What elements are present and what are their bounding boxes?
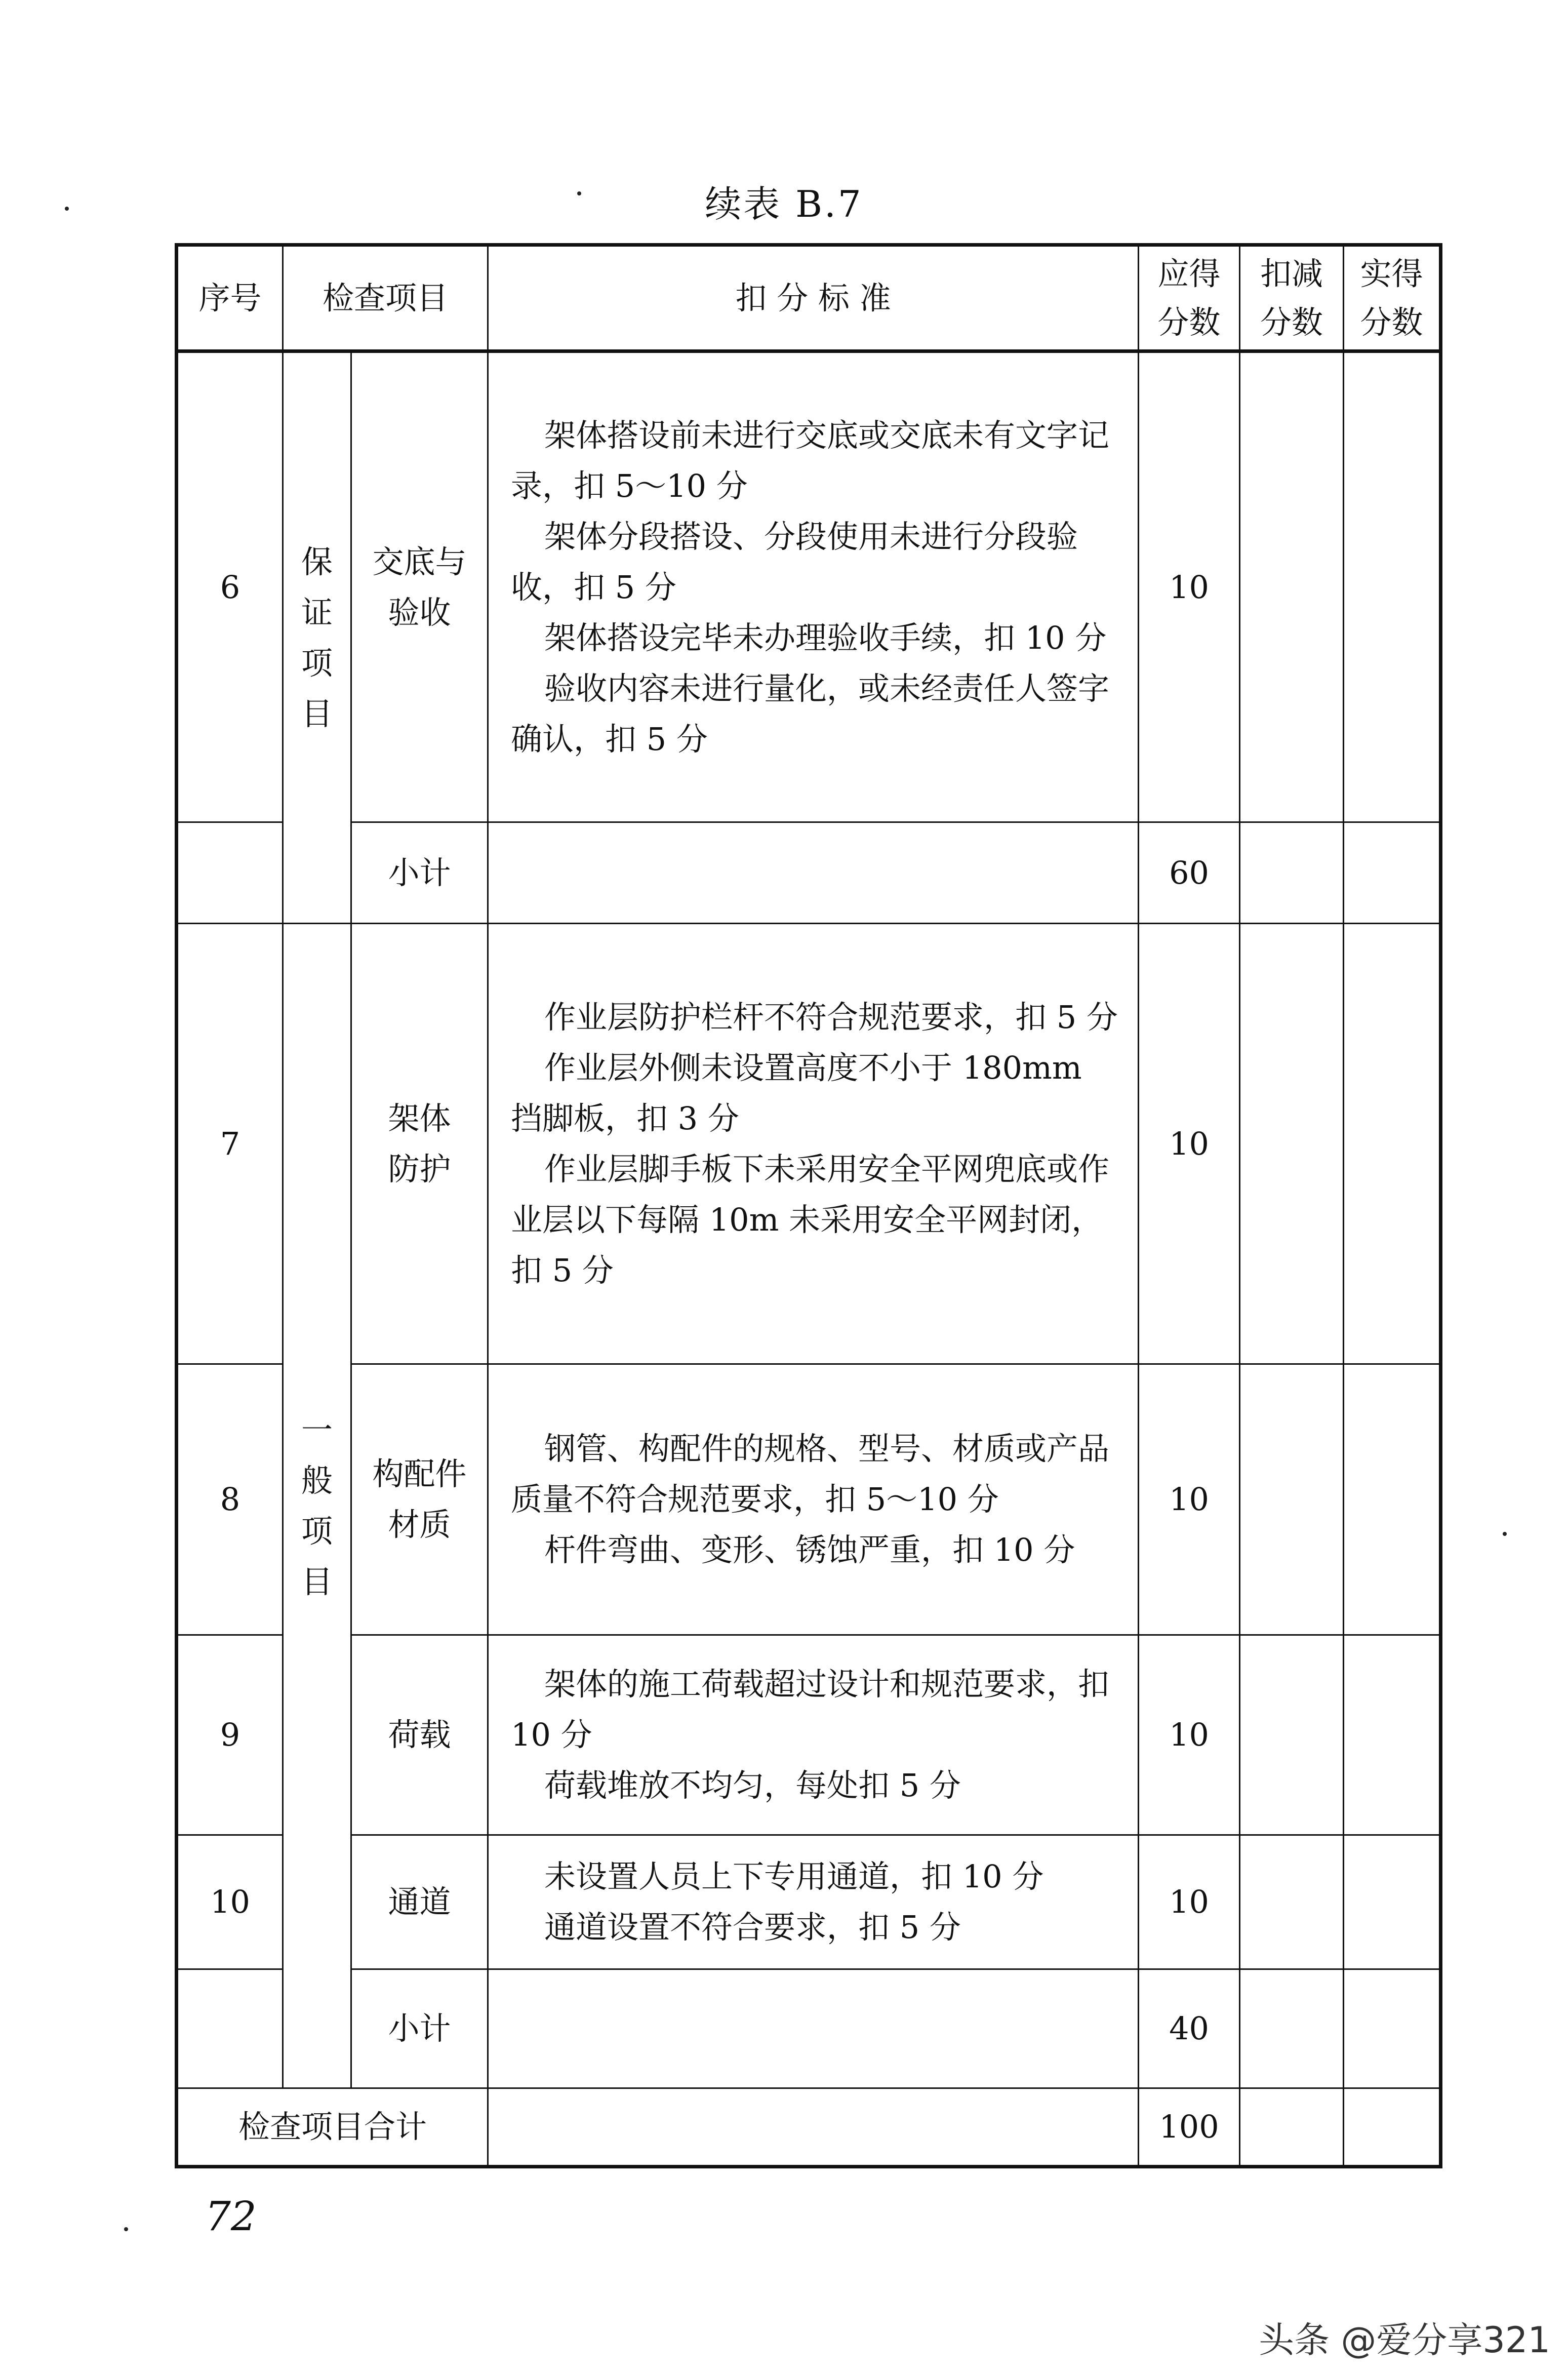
- due-score-cell: 10: [1139, 1635, 1240, 1835]
- seq-cell: 6: [177, 351, 283, 822]
- seq-cell: 8: [177, 1364, 283, 1635]
- standard-cell: [488, 1969, 1139, 2088]
- scan-speck: [577, 191, 581, 195]
- actual-score-cell[interactable]: [1344, 822, 1441, 924]
- deducted-score-cell[interactable]: [1240, 1969, 1344, 2088]
- total-actual-score[interactable]: [1344, 2088, 1441, 2167]
- header-due-score: 应得 分数: [1139, 245, 1240, 351]
- scan-speck: [1503, 1532, 1507, 1536]
- page-number: 72: [205, 2193, 257, 2240]
- table-row: [177, 1635, 1441, 1835]
- deducted-score-cell[interactable]: [1240, 1364, 1344, 1635]
- seq-cell: [177, 1969, 283, 2088]
- watermark: 头条 @爱分享321: [1259, 2319, 1550, 2361]
- item-cell: 荷载: [351, 1635, 488, 1835]
- table-row: [177, 1835, 1441, 1969]
- header-actual-score: 实得 分数: [1344, 245, 1441, 351]
- actual-score-cell[interactable]: [1344, 1635, 1441, 1835]
- due-score-cell: 60: [1139, 822, 1240, 924]
- table-row: [177, 351, 1441, 822]
- due-score-cell: 10: [1139, 924, 1240, 1364]
- deducted-score-cell[interactable]: [1240, 351, 1344, 822]
- seq-cell: 7: [177, 924, 283, 1364]
- category-general: 一 般 项 目: [283, 924, 351, 2088]
- item-cell: 构配件 材质: [351, 1364, 488, 1635]
- total-due-score: 100: [1139, 2088, 1240, 2167]
- due-score-cell: 10: [1139, 351, 1240, 822]
- table-row: [177, 924, 1441, 1364]
- deducted-score-cell[interactable]: [1240, 1835, 1344, 1969]
- seq-cell: 9: [177, 1635, 283, 1835]
- actual-score-cell[interactable]: [1344, 1364, 1441, 1635]
- standard-cell: [488, 2088, 1139, 2167]
- actual-score-cell[interactable]: [1344, 1835, 1441, 1969]
- seq-cell: 10: [177, 1835, 283, 1969]
- header-item: 检查项目: [283, 245, 488, 351]
- deducted-score-cell[interactable]: [1240, 924, 1344, 1364]
- scan-speck: [124, 2227, 128, 2231]
- due-score-cell: 40: [1139, 1969, 1240, 2088]
- scan-speck: [65, 207, 69, 211]
- actual-score-cell[interactable]: [1344, 1969, 1441, 2088]
- subtotal-row: [177, 1969, 1441, 2088]
- item-cell: 交底与 验收: [351, 351, 488, 822]
- total-deducted-score[interactable]: [1240, 2088, 1344, 2167]
- standard-cell: 架体搭设前未进行交底或交底未有文字记录，扣 5～10 分 架体分段搭设、分段使用未进行分段验收，扣 5 分 架体搭设完毕未办理验收手续，扣 10 分 验收内容未进行量化，或未经责任人签字确认，扣 5 分: [488, 351, 1139, 822]
- standard-cell: [488, 822, 1139, 924]
- standard-cell: 未设置人员上下专用通道，扣 10 分 通道设置不符合要求，扣 5 分: [488, 1835, 1139, 1969]
- inspection-score-table: [175, 243, 1442, 2168]
- subtotal-row: [177, 822, 1441, 924]
- due-score-cell: 10: [1139, 1364, 1240, 1635]
- table-title: 续表 B.7: [705, 183, 863, 225]
- subtotal-label: 小计: [351, 1969, 488, 2088]
- deducted-score-cell[interactable]: [1240, 1635, 1344, 1835]
- subtotal-label: 小计: [351, 822, 488, 924]
- header-seq: 序号: [177, 245, 283, 351]
- due-score-cell: 10: [1139, 1835, 1240, 1969]
- category-guarantee: 保 证 项 目: [283, 351, 351, 924]
- deducted-score-cell[interactable]: [1240, 822, 1344, 924]
- item-cell: 通道: [351, 1835, 488, 1969]
- actual-score-cell[interactable]: [1344, 924, 1441, 1364]
- actual-score-cell[interactable]: [1344, 351, 1441, 822]
- header-standard: 扣 分 标 准: [488, 245, 1139, 351]
- standard-cell: 作业层防护栏杆不符合规范要求，扣 5 分 作业层外侧未设置高度不小于 180mm 挡脚板，扣 3 分 作业层脚手板下未采用安全平网兜底或作业层以下每隔 10m 未采用安全平网封闭，扣 5 分: [488, 924, 1139, 1364]
- standard-cell: 钢管、构配件的规格、型号、材质或产品质量不符合规范要求，扣 5～10 分 杆件弯曲、变形、锈蚀严重，扣 10 分: [488, 1364, 1139, 1635]
- total-label: 检查项目合计: [177, 2088, 488, 2167]
- seq-cell: [177, 822, 283, 924]
- table-row: [177, 1364, 1441, 1635]
- standard-cell: 架体的施工荷载超过设计和规范要求，扣 10 分 荷载堆放不均匀，每处扣 5 分: [488, 1635, 1139, 1835]
- item-cell: 架体 防护: [351, 924, 488, 1364]
- header-row: [177, 245, 1441, 351]
- header-deducted-score: 扣减 分数: [1240, 245, 1344, 351]
- total-row: [177, 2088, 1441, 2167]
